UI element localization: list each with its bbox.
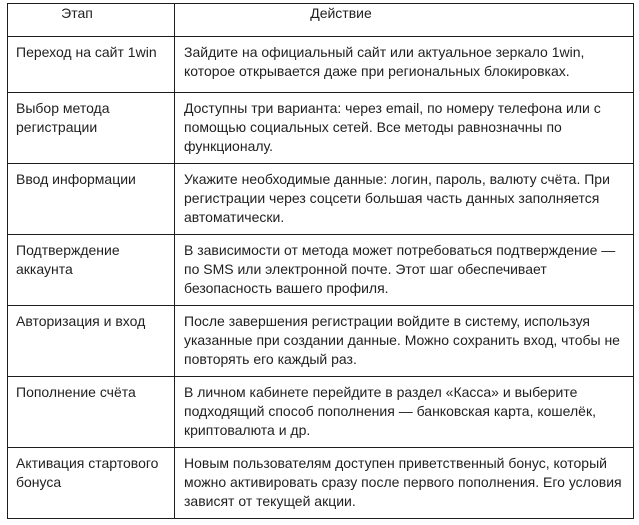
stage-cell: Переход на сайт 1win	[8, 37, 175, 93]
stage-cell: Активация стартового бонуса	[8, 448, 175, 519]
stage-cell: Подтверждение аккаунта	[8, 235, 175, 306]
stage-cell: Ввод информации	[8, 164, 175, 235]
table-row	[8, 235, 634, 306]
table-row	[8, 377, 634, 448]
registration-steps-table	[7, 3, 634, 519]
column-header-stage: Этап	[8, 4, 175, 37]
steps-table-container	[7, 3, 633, 519]
table-body	[8, 37, 634, 519]
column-header-action: Действие	[175, 4, 634, 37]
action-cell: Доступны три варианта: через email, по номеру телефона или с помощью социальных сетей. Все методы равнозначны по функционалу.	[175, 93, 634, 164]
stage-cell: Выбор метода регистрации	[8, 93, 175, 164]
table-row	[8, 164, 634, 235]
table-row	[8, 448, 634, 519]
table-row	[8, 306, 634, 377]
action-cell: В личном кабинете перейдите в раздел «Касса» и выберите подходящий способ пополнения — банковская карта, кошелёк, криптовалюта и др.	[175, 377, 634, 448]
action-cell: Новым пользователям доступен приветственный бонус, который можно активировать сразу после первого пополнения. Его условия зависят от текущей акции.	[175, 448, 634, 519]
action-cell: После завершения регистрации войдите в систему, используя указанные при создании данные. Можно сохранить вход, чтобы не повторять его каждый раз.	[175, 306, 634, 377]
table-header	[8, 4, 634, 37]
stage-cell: Авторизация и вход	[8, 306, 175, 377]
action-cell: Зайдите на официальный сайт или актуальное зеркало 1win, которое открывается даже при региональных блокировках.	[175, 37, 634, 93]
table-row	[8, 93, 634, 164]
action-cell: Укажите необходимые данные: логин, пароль, валюту счёта. При регистрации через соцсети большая часть данных заполняется автоматически.	[175, 164, 634, 235]
action-cell: В зависимости от метода может потребоваться подтверждение — по SMS или электронной почте. Этот шаг обеспечивает безопасность вашего профиля.	[175, 235, 634, 306]
header-row	[8, 4, 634, 37]
stage-cell: Пополнение счёта	[8, 377, 175, 448]
table-row	[8, 37, 634, 93]
